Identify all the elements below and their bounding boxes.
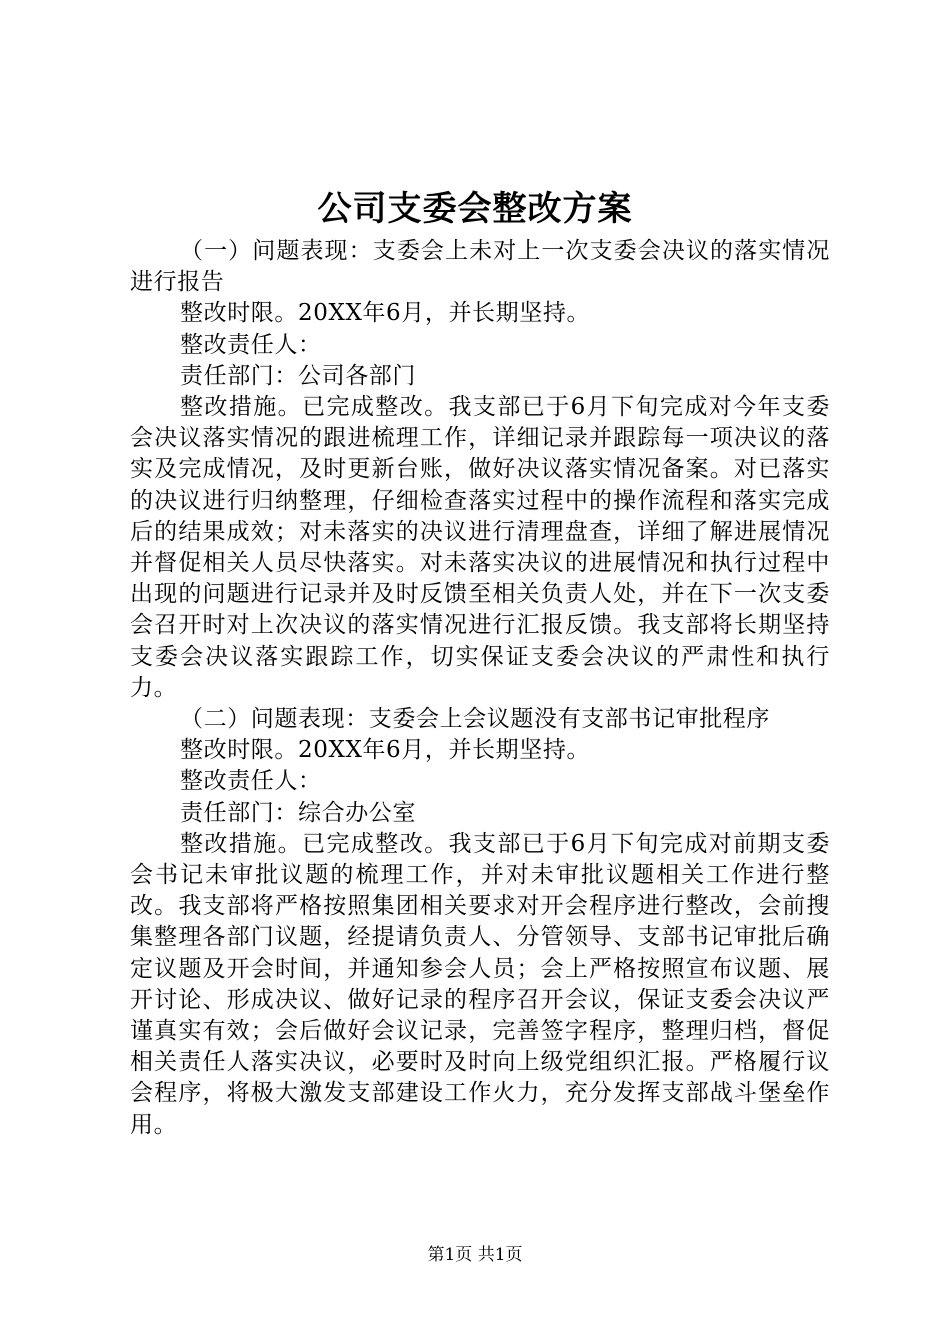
section-2-responsible-person: 整改责任人： <box>180 768 322 795</box>
page-number-footer: 第1页 共1页 <box>427 1245 523 1265</box>
section-1-responsible-person: 整改责任人： <box>180 331 322 358</box>
section-1-issue: （一）问题表现：支委会上未对上一次支委会决议的落实情况进行报告 <box>130 238 830 296</box>
document-title: 公司支委会整改方案 <box>317 189 633 229</box>
section-1-responsible-department: 责任部门：公司各部门 <box>180 362 416 389</box>
section-1-deadline: 整改时限。20XX年6月，并长期坚持。 <box>180 300 591 327</box>
section-2-responsible-department: 责任部门：综合办公室 <box>180 799 416 826</box>
document-body <box>130 236 830 1141</box>
section-1-measures: 整改措施。已完成整改。我支部已于6月下旬完成对今年支委会决议落实情况的跟进梳理工作，详细记录并跟踪每一项决议的落实及完成情况，及时更新台账，做好决议落实情况备案。对已落实的决议进行归纳整理，仔细检查落实过程中的操作流程和落实完成后的结果成效；对未落实的决议进行清理盘查，详细了解进展情况并督促相关人员尽快落实。对未落实决议的进展情况和执行过程中出现的问题进行记录并及时反馈至相关负责人处，并在下一次支委会召开时对上次决议的落实情况进行汇报反馈。我支部将长期坚持支委会决议落实跟踪工作，切实保证支委会决议的严肃性和执行力。 <box>130 394 830 701</box>
section-2-measures: 整改措施。已完成整改。我支部已于6月下旬完成对前期支委会书记未审批议题的梳理工作，并对未审批议题相关工作进行整改。我支部将严格按照集团相关要求对开会程序进行整改，会前搜集整理各部门议题，经提请负责人、分管领导、支部书记审批后确定议题及开会时间，并通知参会人员；会上严格按照宣布议题、展开讨论、形成决议、做好记录的程序召开会议，保证支委会决议严谨真实有效；会后做好会议记录，完善签字程序，整理归档，督促相关责任人落实决议，必要时及时向上级党组织汇报。严格履行议会程序，将极大激发支部建设工作火力，充分发挥支部战斗堡垒作用。 <box>130 830 830 1138</box>
section-2-issue: （二）问题表现：支委会上会议题没有支部书记审批程序 <box>180 706 770 733</box>
section-2-deadline: 整改时限。20XX年6月，并长期坚持。 <box>180 737 591 764</box>
